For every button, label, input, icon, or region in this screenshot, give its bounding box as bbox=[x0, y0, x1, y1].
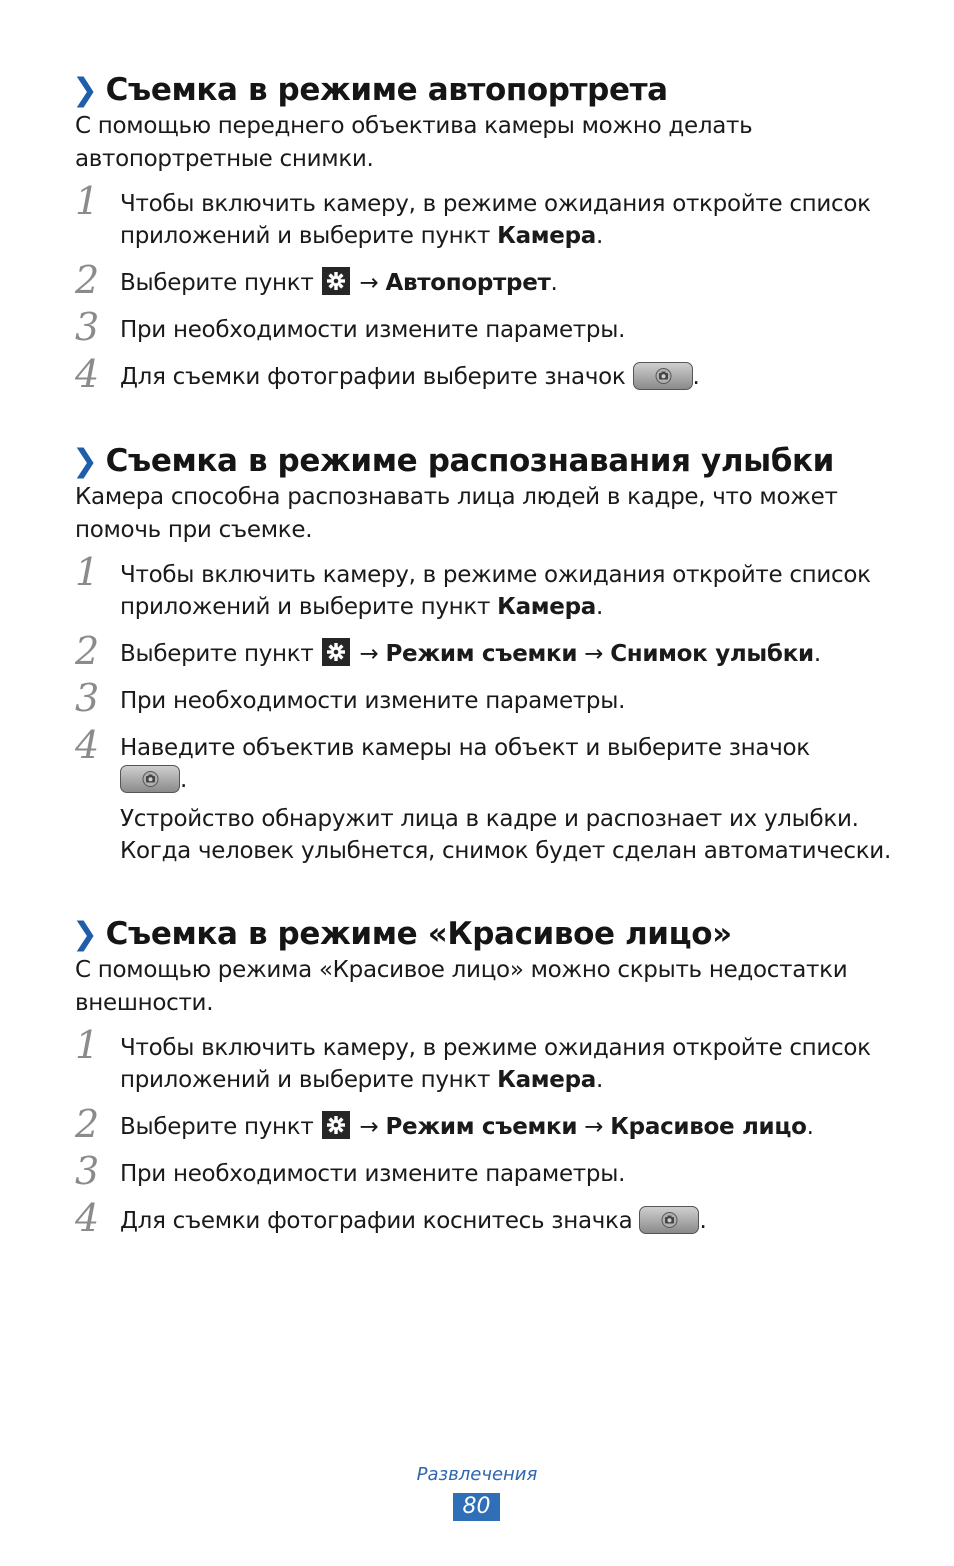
section-selfportrait bbox=[72, 70, 895, 396]
step-number: 1 bbox=[75, 1023, 99, 1067]
step-number: 3 bbox=[75, 676, 99, 720]
settings-gear-icon bbox=[322, 267, 350, 295]
settings-gear-icon bbox=[322, 1111, 350, 1139]
chevron-right-icon: ❯ bbox=[72, 443, 98, 479]
section-intro: С помощью режима «Красивое лицо» можно скрыть недостатки внешности. bbox=[75, 957, 848, 1016]
step-number: 2 bbox=[75, 1102, 99, 1146]
step-3: 3 При необходимости измените параметры. bbox=[75, 1149, 626, 1193]
section-heading: ❯ Съемка в режиме автопортрета bbox=[72, 72, 668, 108]
step-4: 4 Наведите объектив камеры на объект и выберите значок . Устройство обнаружит лица в кадре и распознает их улыбки. Когда человек улыбнется, снимок будет сделан автоматически. bbox=[75, 732, 895, 867]
section-beauty-face bbox=[72, 914, 895, 1240]
step-2: 2 Выберите пункт → Автопортрет. bbox=[75, 258, 558, 302]
section-intro: С помощью переднего объектива камеры можно делать автопортретные снимки. bbox=[75, 113, 753, 172]
section-smile-shot bbox=[72, 441, 895, 867]
step-2: 2 Выберите пункт → Режим съемки → Снимок улыбки. bbox=[75, 629, 821, 673]
step-3: 3 При необходимости измените параметры. bbox=[75, 676, 626, 720]
step-number: 4 bbox=[75, 352, 99, 396]
step-number: 1 bbox=[75, 550, 99, 594]
step-4: 4 Для съемки фотографии коснитесь значка . bbox=[75, 1196, 707, 1240]
settings-gear-icon bbox=[322, 638, 350, 666]
step-number: 3 bbox=[75, 305, 99, 349]
steps-list bbox=[75, 1023, 895, 1240]
camera-shutter-icon bbox=[120, 765, 180, 793]
step-number: 3 bbox=[75, 1149, 99, 1193]
step-number: 1 bbox=[75, 179, 99, 223]
step-1: 1 Чтобы включить камеру, в режиме ожидания откройте список приложений и выберите пункт Камера. bbox=[75, 1023, 871, 1093]
camera-shutter-icon bbox=[633, 362, 693, 390]
step-1: 1 Чтобы включить камеру, в режиме ожидания откройте список приложений и выберите пункт Камера. bbox=[75, 550, 871, 620]
step-number: 4 bbox=[75, 1196, 99, 1240]
section-intro: Камера способна распознавать лица людей в кадре, что может помочь при съемке. bbox=[75, 484, 838, 543]
camera-shutter-icon bbox=[639, 1206, 699, 1234]
chevron-right-icon: ❯ bbox=[72, 916, 98, 952]
step-2: 2 Выберите пункт → Режим съемки → Красивое лицо. bbox=[75, 1102, 814, 1146]
step-3: 3 При необходимости измените параметры. bbox=[75, 305, 626, 349]
chevron-right-icon: ❯ bbox=[72, 72, 98, 108]
step-number: 4 bbox=[75, 723, 99, 767]
steps-list bbox=[75, 550, 895, 867]
step-note: Устройство обнаружит лица в кадре и распознает их улыбки. Когда человек улыбнется, снимок будет сделан автоматически. bbox=[120, 806, 891, 864]
step-number: 2 bbox=[75, 258, 99, 302]
step-1: 1 Чтобы включить камеру, в режиме ожидания откройте список приложений и выберите пункт Камера. bbox=[75, 179, 871, 249]
step-number: 2 bbox=[75, 629, 99, 673]
section-heading: ❯ Съемка в режиме «Красивое лицо» bbox=[72, 916, 732, 952]
step-4: 4 Для съемки фотографии выберите значок . bbox=[75, 352, 700, 396]
section-heading: ❯ Съемка в режиме распознавания улыбки bbox=[72, 443, 834, 479]
page-number: 80 bbox=[453, 1493, 500, 1521]
steps-list bbox=[75, 179, 895, 396]
footer-section-label: Развлечения bbox=[416, 1464, 538, 1485]
